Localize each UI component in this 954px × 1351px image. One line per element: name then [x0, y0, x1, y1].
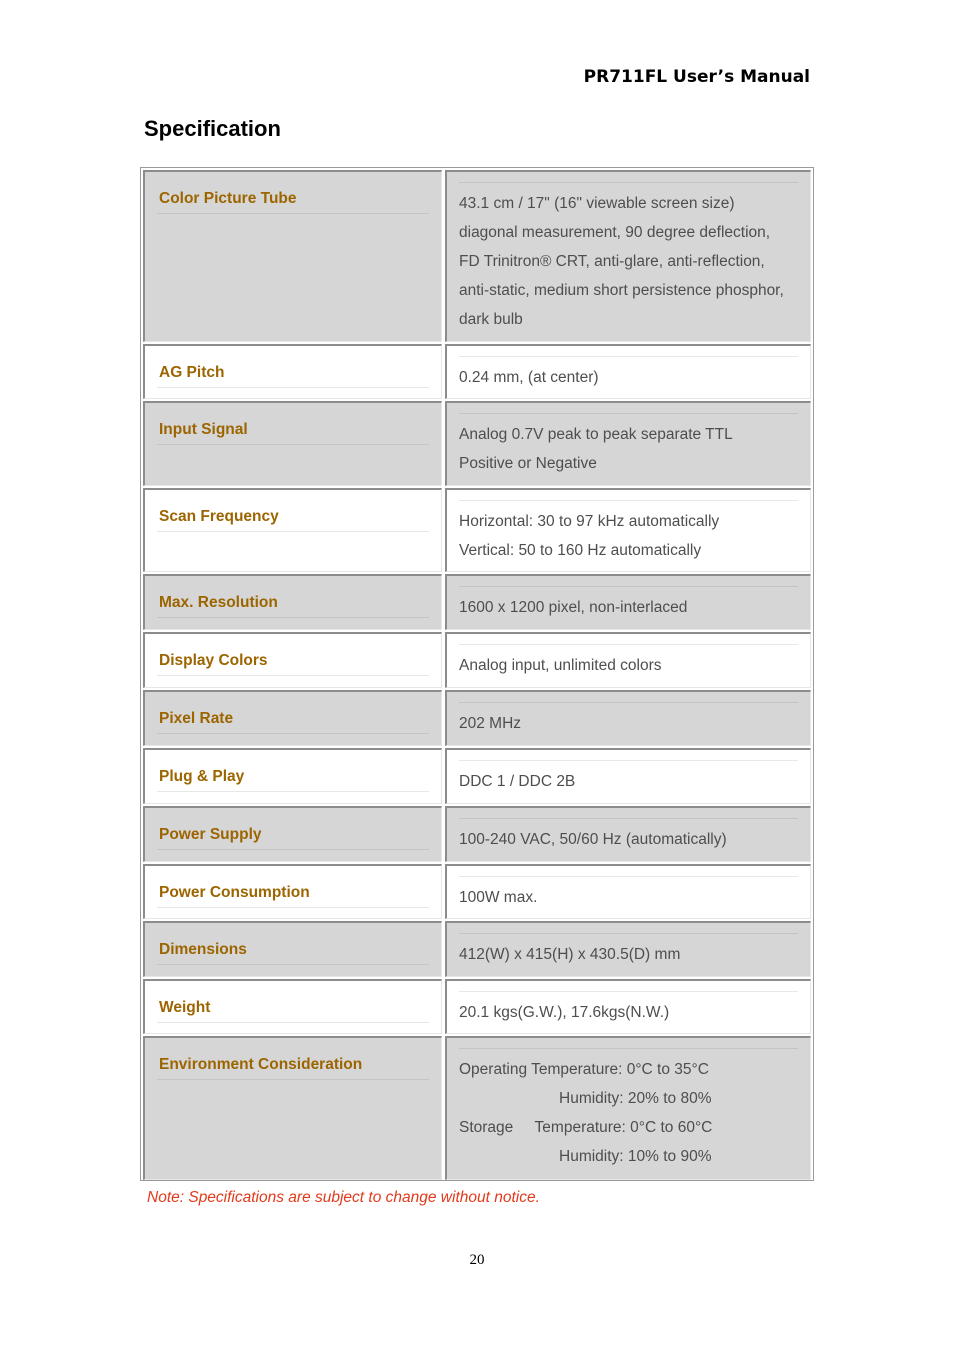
- spec-row: [141, 630, 813, 688]
- spec-label: Weight: [159, 999, 211, 1016]
- spec-value-line: 20.1 kgs(G.W.), 17.6kgs(N.W.): [459, 1004, 670, 1021]
- cell-rule: [157, 733, 429, 734]
- cell-rule: [157, 964, 429, 965]
- spec-value: [459, 363, 800, 392]
- cell-rule: [459, 644, 798, 645]
- spec-label-cell: [143, 748, 442, 804]
- spec-value-line: DDC 1 / DDC 2B: [459, 773, 576, 790]
- spec-value-line: Storage Temperature: 0°C to 60°C: [459, 1119, 713, 1136]
- cell-rule: [459, 413, 798, 414]
- spec-row: [141, 168, 813, 342]
- spec-value: [459, 940, 800, 969]
- spec-value-cell: [445, 401, 811, 486]
- cell-rule: [459, 182, 798, 183]
- spec-value: [459, 825, 800, 854]
- spec-value-cell: [445, 806, 811, 862]
- spec-label-cell: [143, 921, 442, 977]
- cell-rule: [157, 675, 429, 676]
- spec-value-cell: [445, 921, 811, 977]
- spec-value-line: Analog 0.7V peak to peak separate TTL: [459, 426, 733, 443]
- spec-value-line: Horizontal: 30 to 97 kHz automatically: [459, 513, 720, 530]
- spec-value-line: Analog input, unlimited colors: [459, 657, 662, 674]
- spec-label-cell: [143, 1036, 442, 1180]
- manual-title: PR711FL User’s Manual: [583, 67, 810, 87]
- spec-value: [459, 651, 800, 680]
- spec-value-line: 412(W) x 415(H) x 430.5(D) mm: [459, 946, 681, 963]
- spec-value-cell: [445, 632, 811, 688]
- spec-value-line: 100W max.: [459, 889, 538, 906]
- spec-row: [141, 399, 813, 486]
- page-title: Specification: [144, 116, 281, 141]
- spec-row: [141, 919, 813, 977]
- spec-label-cell: [143, 488, 442, 572]
- spec-value-line: 43.1 cm / 17" (16" viewable screen size): [459, 195, 735, 212]
- spec-label: Dimensions: [159, 941, 247, 958]
- cell-rule: [157, 907, 429, 908]
- spec-value: [459, 420, 800, 478]
- spec-value-cell: [445, 574, 811, 630]
- spec-value-line: dark bulb: [459, 311, 523, 328]
- spec-value-line: anti-static, medium short persistence phosphor,: [459, 282, 784, 299]
- spec-value-cell: [445, 488, 811, 572]
- cell-rule: [459, 760, 798, 761]
- spec-label: Pixel Rate: [159, 710, 234, 727]
- spec-label: Max. Resolution: [159, 594, 278, 611]
- spec-value: [459, 883, 800, 912]
- spec-label-cell: [143, 170, 442, 342]
- spec-row: [141, 862, 813, 919]
- spec-label-cell: [143, 574, 442, 630]
- cell-rule: [459, 933, 798, 934]
- spec-row: [141, 804, 813, 862]
- spec-row: [141, 342, 813, 399]
- cell-rule: [157, 531, 429, 532]
- spec-label-cell: [143, 344, 442, 399]
- cell-rule: [459, 500, 798, 501]
- spec-value: [459, 189, 800, 334]
- spec-label: Color Picture Tube: [159, 190, 297, 207]
- spec-value-line: Operating Temperature: 0°C to 35°C: [459, 1061, 709, 1078]
- cell-rule: [157, 387, 429, 388]
- spec-label: Input Signal: [159, 421, 248, 438]
- cell-rule: [157, 791, 429, 792]
- spec-value-cell: [445, 1036, 811, 1180]
- spec-value: [459, 709, 800, 738]
- spec-row: [141, 977, 813, 1034]
- spec-value-line: Humidity: 20% to 80%: [559, 1090, 712, 1107]
- spec-value-cell: [445, 344, 811, 399]
- spec-label: Environment Consideration: [159, 1056, 363, 1073]
- cell-rule: [459, 818, 798, 819]
- specification-table: [140, 167, 814, 1181]
- spec-value: [459, 507, 800, 565]
- spec-value-line: 1600 x 1200 pixel, non-interlaced: [459, 599, 688, 616]
- spec-row: [141, 1034, 813, 1180]
- spec-value-cell: [445, 170, 811, 342]
- cell-rule: [459, 586, 798, 587]
- cell-rule: [459, 991, 798, 992]
- spec-label: Plug & Play: [159, 768, 245, 785]
- disclaimer-note: Note: Specifications are subject to change without notice.: [147, 1189, 540, 1206]
- spec-row: [141, 572, 813, 630]
- cell-rule: [157, 1079, 429, 1080]
- cell-rule: [157, 849, 429, 850]
- spec-value-line: 100-240 VAC, 50/60 Hz (automatically): [459, 831, 727, 848]
- cell-rule: [157, 444, 429, 445]
- spec-value: [459, 767, 800, 796]
- spec-value-cell: [445, 979, 811, 1034]
- cell-rule: [459, 702, 798, 703]
- spec-row: [141, 746, 813, 804]
- spec-value-line: FD Trinitron® CRT, anti-glare, anti-reflection,: [459, 253, 765, 270]
- spec-label-cell: [143, 864, 442, 919]
- spec-value-cell: [445, 690, 811, 746]
- spec-label: Power Supply: [159, 826, 262, 843]
- page-number: 20: [469, 1252, 485, 1268]
- spec-label-cell: [143, 632, 442, 688]
- spec-label: Power Consumption: [159, 884, 310, 901]
- cell-rule: [157, 617, 429, 618]
- spec-label-cell: [143, 690, 442, 746]
- spec-label: AG Pitch: [159, 364, 225, 381]
- spec-value-line: 0.24 mm, (at center): [459, 369, 599, 386]
- spec-row: [141, 688, 813, 746]
- spec-value-line: diagonal measurement, 90 degree deflection,: [459, 224, 771, 241]
- spec-label-cell: [143, 806, 442, 862]
- spec-value: [459, 998, 800, 1027]
- spec-value-line: Positive or Negative: [459, 455, 597, 472]
- spec-value: [459, 1055, 800, 1171]
- spec-value: [459, 593, 800, 622]
- spec-value-line: Vertical: 50 to 160 Hz automatically: [459, 542, 702, 559]
- spec-value-line: Humidity: 10% to 90%: [559, 1148, 712, 1165]
- cell-rule: [459, 876, 798, 877]
- cell-rule: [459, 356, 798, 357]
- spec-value-line: 202 MHz: [459, 715, 522, 732]
- spec-label: Scan Frequency: [159, 508, 279, 525]
- cell-rule: [459, 1048, 798, 1049]
- cell-rule: [157, 213, 429, 214]
- spec-value-cell: [445, 864, 811, 919]
- cell-rule: [157, 1022, 429, 1023]
- spec-label: Display Colors: [159, 652, 268, 669]
- spec-label-cell: [143, 979, 442, 1034]
- spec-label-cell: [143, 401, 442, 486]
- spec-row: [141, 486, 813, 572]
- spec-value-cell: [445, 748, 811, 804]
